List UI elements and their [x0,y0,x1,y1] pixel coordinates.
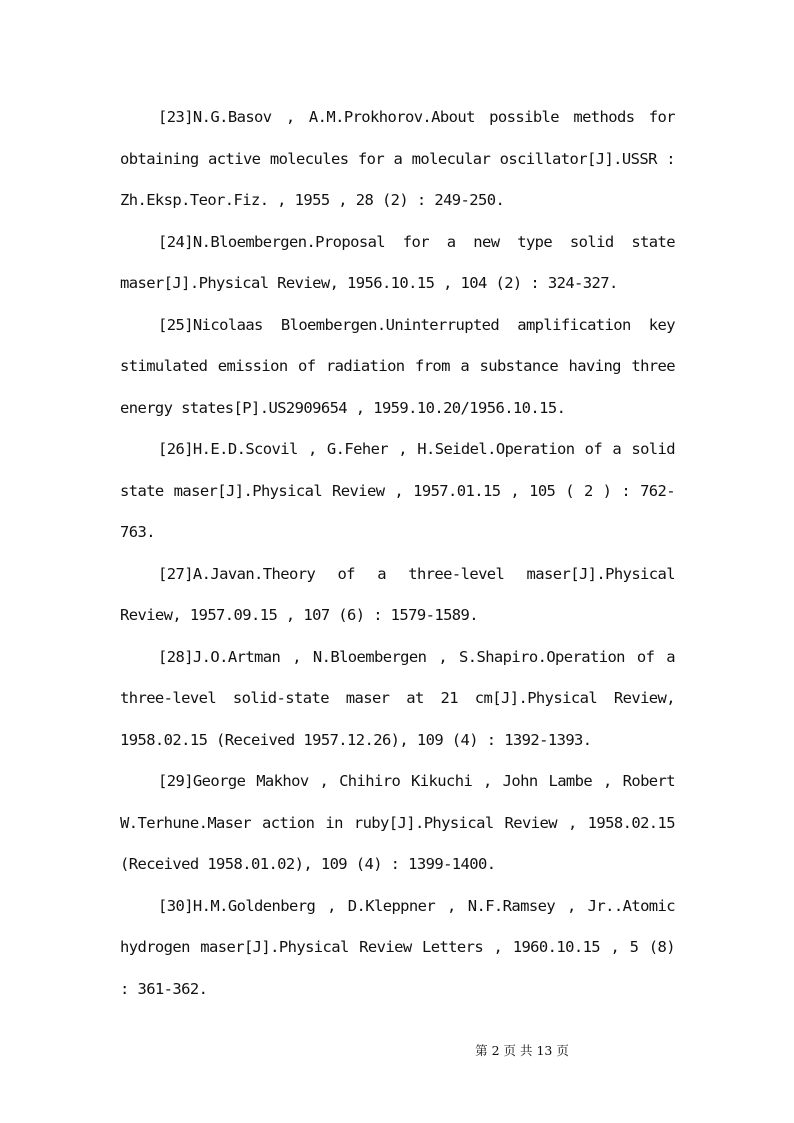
reference-entry: [27]A.Javan.Theory of a three-level maser[J].Physical Review, 1957.09.15 , 107 (6) : 1579-1589. [120,564,675,624]
reference-entry: [24]N.Bloembergen.Proposal for a new type solid state maser[J].Physical Review, 1956.10.15 , 104 (2) : 324-327. [120,232,675,292]
reference-entry: [25]Nicolaas Bloembergen.Uninterrupted amplification key stimulated emission of radiation from a substance having three energy states[P].US2909654 , 1959.10.20/1956.10.15. [120,315,675,417]
reference-entry: [23]N.G.Basov , A.M.Prokhorov.About possible methods for obtaining active molecules for a molecular oscillator[J].USSR : Zh.Eksp.Teor.Fiz. , 1955 , 28 (2) : 249-250. [120,108,675,209]
reference-entry: [28]J.O.Artman , N.Bloembergen , S.Shapiro.Operation of a three-level solid-state maser at 21 cm[J].Physical Review, 1958.02.15 (Received 1957.12.26), 109 (4) : 1392-1393. [120,647,675,749]
reference-entry: [30]H.M.Goldenberg , D.Kleppner , N.F.Ramsey , Jr..Atomic hydrogen maser[J].Physical Review Letters , 1960.10.15 , 5 (8) : 361-362. [120,896,675,998]
reference-entry: [29]George Makhov , Chihiro Kikuchi , John Lambe , Robert W.Terhune.Maser action in ruby[J].Physical Review , 1958.02.15 (Received 1958.01.02), 109 (4) : 1399-1400. [120,772,675,873]
reference-list [120,97,675,1010]
page-footer: 第 2 页 共 13 页 [475,1043,569,1058]
reference-entry: [26]H.E.D.Scovil , G.Feher , H.Seidel.Operation of a solid state maser[J].Physical Review , 1957.01.15 , 105 ( 2 ) : 762-763. [120,440,675,541]
